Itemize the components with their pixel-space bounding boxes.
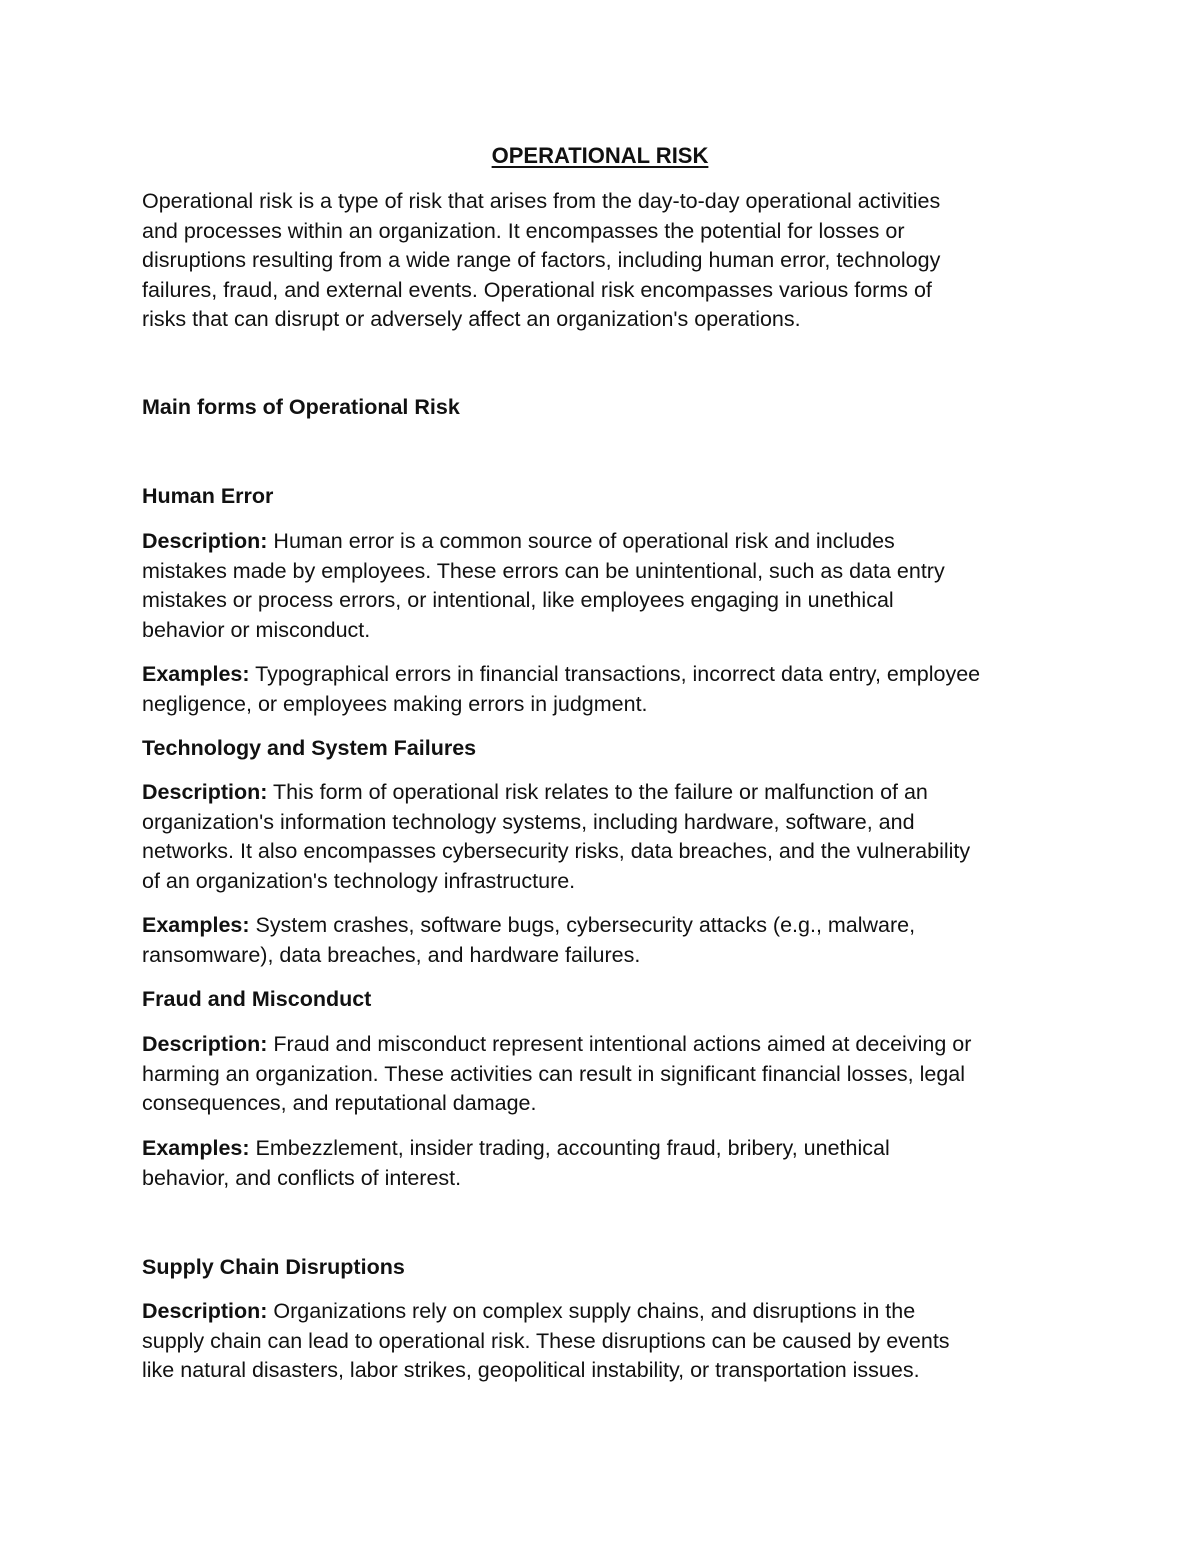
description-text: organization's information technology systems, including hardware, software, and	[142, 809, 915, 834]
intro-paragraph	[142, 187, 1072, 335]
description-text: like natural disasters, labor strikes, geopolitical instability, or transportation issues.	[142, 1358, 920, 1382]
examples-label: Examples:	[142, 913, 250, 937]
examples-label: Examples:	[142, 1136, 250, 1160]
description-text: Human error is a common source of operational risk and includes	[267, 529, 895, 553]
description-label: Description:	[142, 529, 268, 553]
description-text: of an organization's technology infrastructure.	[142, 868, 576, 893]
human-error-examples	[142, 660, 1072, 719]
fraud-misconduct-description	[142, 1030, 1072, 1119]
examples-label: Examples:	[142, 662, 250, 686]
section-heading-fraud-misconduct: Fraud and Misconduct	[142, 987, 372, 1011]
human-error-description	[142, 527, 1072, 645]
description-label: Description:	[142, 780, 268, 804]
examples-text: ransomware), data breaches, and hardware failures.	[142, 942, 641, 967]
description-text: Fraud and misconduct represent intentional actions aimed at deceiving or	[267, 1032, 972, 1056]
examples-text: behavior, and conflicts of interest.	[142, 1165, 462, 1190]
examples-text: System crashes, software bugs, cybersecurity attacks (e.g., malware,	[249, 913, 916, 937]
intro-line: failures, fraud, and external events. Operational risk encompasses various forms of	[142, 277, 932, 302]
intro-line: and processes within an organization. It encompasses the potential for losses or	[142, 218, 905, 243]
document-title: OPERATIONAL RISK	[491, 143, 709, 168]
description-text: behavior or misconduct.	[142, 617, 371, 642]
supply-chain-description	[142, 1297, 1072, 1386]
fraud-misconduct-examples	[142, 1134, 1072, 1193]
section-heading-human-error: Human Error	[142, 484, 274, 508]
description-text: consequences, and reputational damage.	[142, 1091, 537, 1115]
technology-failures-examples	[142, 911, 1072, 970]
technology-failures-description	[142, 778, 1072, 896]
examples-text: negligence, or employees making errors in judgment.	[142, 691, 648, 716]
main-forms-heading: Main forms of Operational Risk	[142, 395, 460, 419]
section-heading-supply-chain: Supply Chain Disruptions	[142, 1255, 405, 1279]
intro-line: risks that can disrupt or adversely affect an organization's operations.	[142, 307, 801, 331]
description-label: Description:	[142, 1299, 268, 1323]
intro-line: disruptions resulting from a wide range of factors, including human error, technology	[142, 248, 941, 272]
examples-text: Embezzlement, insider trading, accounting fraud, bribery, unethical	[249, 1136, 890, 1160]
description-text: This form of operational risk relates to the failure or malfunction of an	[267, 780, 928, 804]
description-label: Description:	[142, 1032, 268, 1056]
description-text: harming an organization. These activities can result in significant financial losses, legal	[142, 1061, 966, 1086]
intro-line: Operational risk is a type of risk that arises from the day-to-day operational activities	[142, 189, 941, 213]
description-text: supply chain can lead to operational risk. These disruptions can be caused by events	[142, 1328, 950, 1353]
description-text: networks. It also encompasses cybersecurity risks, data breaches, and the vulnerability	[142, 839, 971, 863]
examples-text: Typographical errors in financial transactions, incorrect data entry, employee	[249, 662, 981, 686]
section-heading-technology-failures: Technology and System Failures	[142, 736, 477, 760]
description-text: mistakes made by employees. These errors can be unintentional, such as data entry	[142, 558, 945, 583]
description-text: Organizations rely on complex supply chains, and disruptions in the	[267, 1299, 916, 1323]
description-text: mistakes or process errors, or intentional, like employees engaging in unethical	[142, 588, 894, 612]
